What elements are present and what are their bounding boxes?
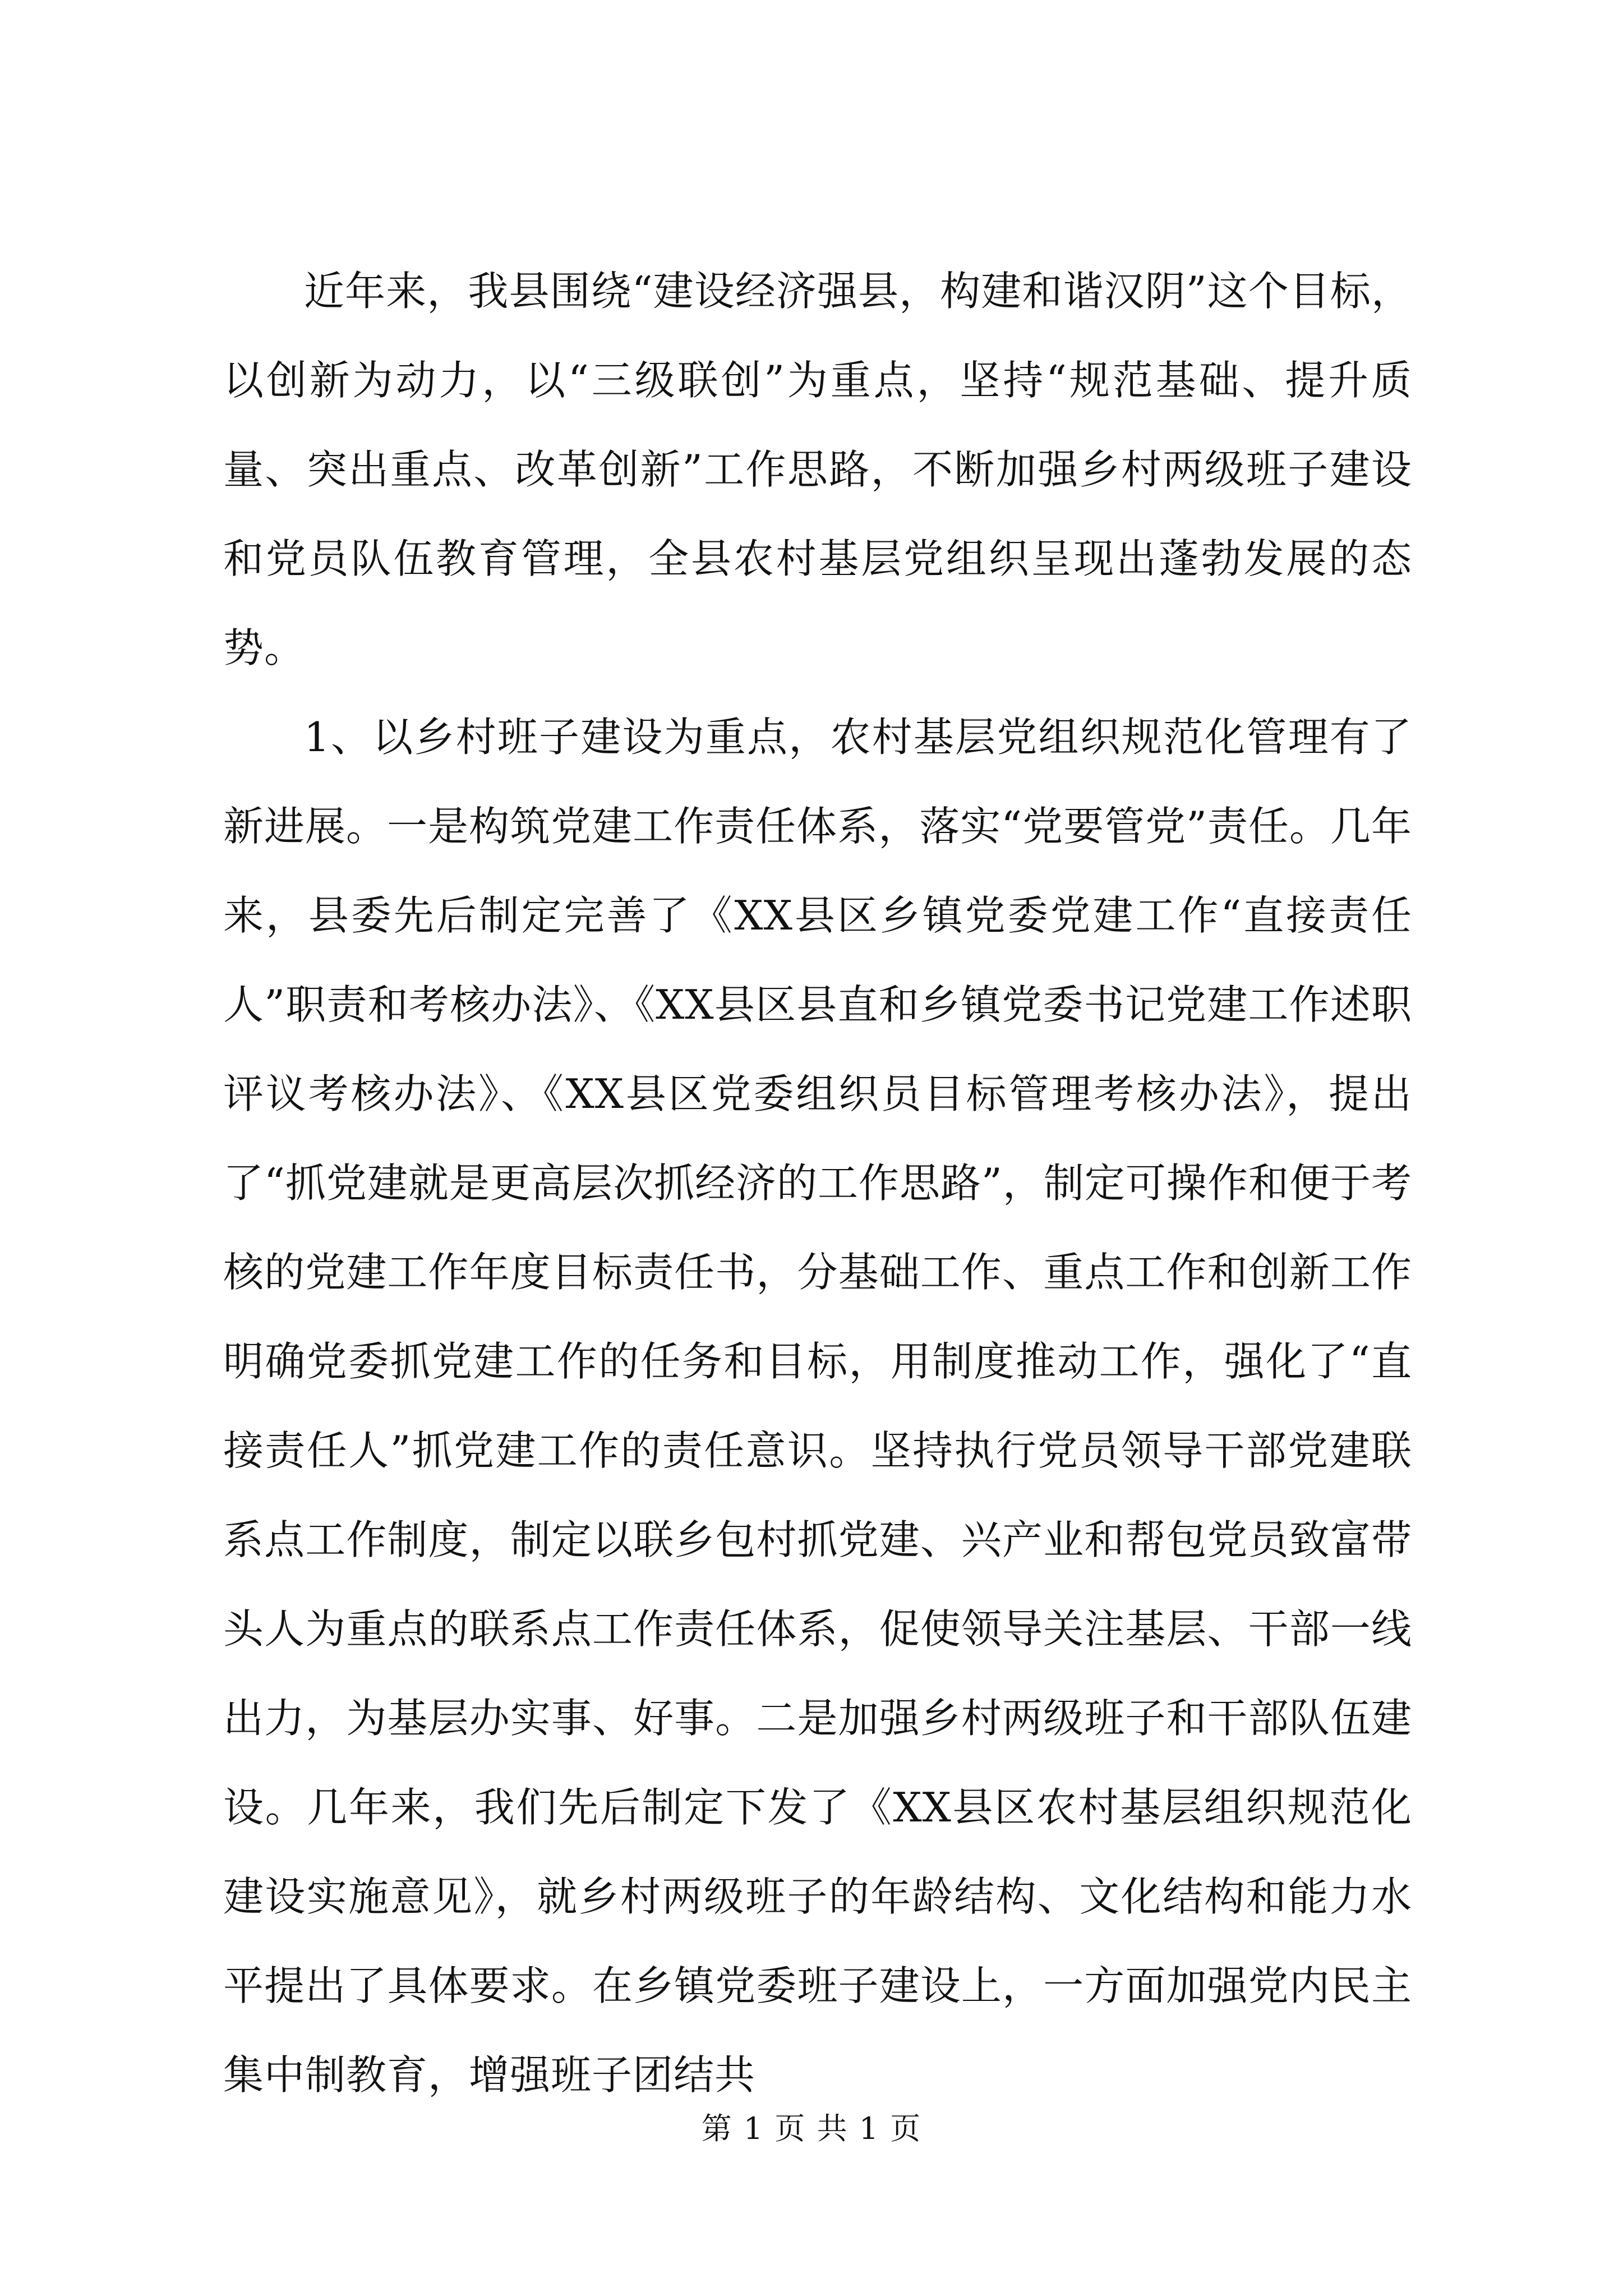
document-body (223, 247, 1412, 2120)
paragraph-intro: 近年来，我县围绕“建设经济强县，构建和谐汉阴”这个目标，以创新为动力，以“三级联创”为重点，坚持“规范基础、提升质量、突出重点、改革创新”工作思路，不断加强乡村两级班子建设和党员队伍教育管理，全县农村基层党组织呈现出蓬勃发展的态势。 (223, 268, 1412, 671)
paragraph-section-1: 1、以乡村班子建设为重点，农村基层党组织规范化管理有了新进展。一是构筑党建工作责任体系，落实“党要管党”责任。几年来，县委先后制定完善了《XX县区乡镇党委党建工作“直接责任人”职责和考核办法》、《XX县区县直和乡镇党委书记党建工作述职评议考核办法》、《XX县区党委组织员目标管理考核办法》，提出了“抓党建就是更高层次抓经济的工作思路”，制定可操作和便于考核的党建工作年度目标责任书，分基础工作、重点工作和创新工作明确党委抓党建工作的任务和目标，用制度推动工作，强化了“直接责任人”抓党建工作的责任意识。坚持执行党员领导干部党建联系点工作制度，制定以联乡包村抓党建、兴产业和帮包党员致富带头人为重点的联系点工作责任体系，促使领导关注基层、干部一线出力，为基层办实事、好事。二是加强乡村两级班子和干部队伍建设。几年来，我们先后制定下发了《XX县区农村基层组织规范化建设实施意见》，就乡村两级班子的年龄结构、文化结构和能力水平提出了具体要求。在乡镇党委班子建设上，一方面加强党内民主集中制教育，增强班子团结共 (223, 714, 1412, 2099)
page-footer: 第 1 页 共 1 页 (701, 2111, 922, 2146)
